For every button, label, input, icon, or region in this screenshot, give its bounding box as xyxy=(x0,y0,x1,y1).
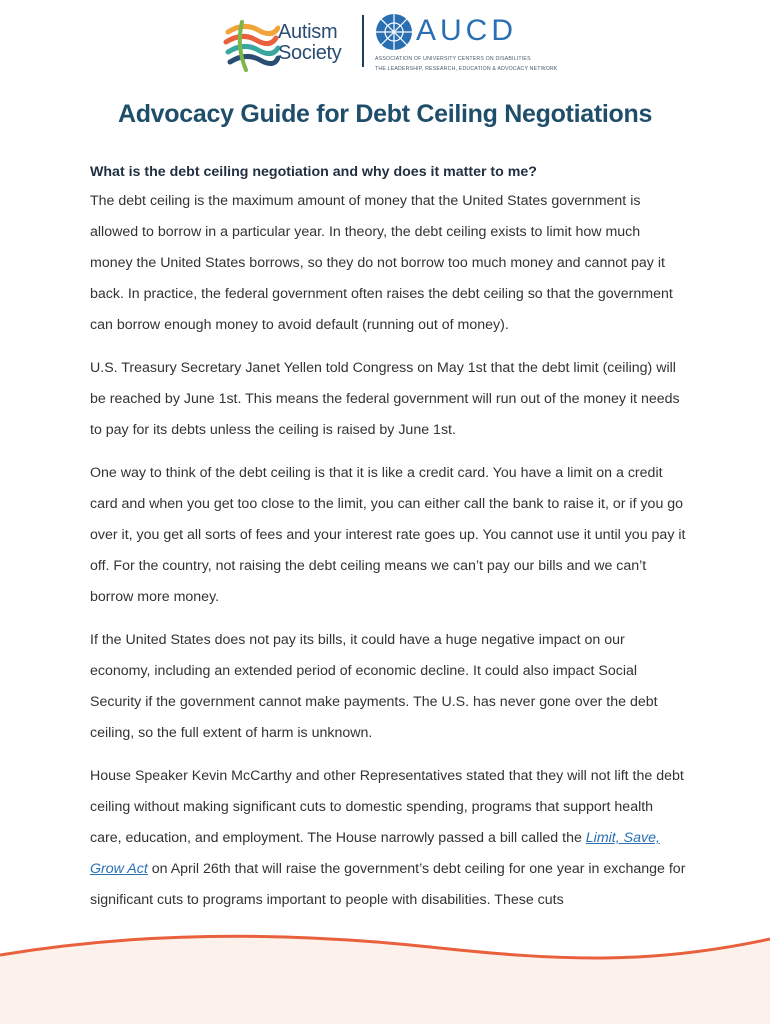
aucd-wordmark: AUCD xyxy=(416,14,518,47)
limit-save-grow-act-link[interactable]: Limit, Save, Grow Act xyxy=(90,830,660,877)
autism-society-wordmark: Autism Society xyxy=(278,21,342,64)
paragraph: U.S. Treasury Secretary Janet Yellen told Congress on May 1st that the debt limit (ceiling) will be reached by June 1st. This means the federal government will run out of the money it needs to pay for its debts unless the ceiling is raised by June 1st. xyxy=(90,360,680,438)
paragraph: If the United States does not pay its bills, it could have a huge negative impact on our economy, including an extended period of economic decline. It could also impact Social Security if the government cannot make payments. The U.S. has never gone over the debt ceiling, so the full extent of harm is unknown. xyxy=(90,632,658,741)
page-title: Advocacy Guide for Debt Ceiling Negotiations xyxy=(117,100,653,128)
document-body xyxy=(90,158,686,928)
header-logos xyxy=(0,12,770,78)
autism-society-logo-icon xyxy=(222,18,280,74)
paragraph-text: on April 26th that will raise the government’s debt ceiling for one year in exchange for significant cuts to programs important to people with disabilities. These cuts xyxy=(90,861,686,908)
paragraph: The debt ceiling is the maximum amount of money that the United States government is allowed to borrow in a particular year. In theory, the debt ceiling exists to limit how much money the United States borrows, so they do not borrow too much money and cannot pay it back. In practice, the federal government often raises the debt ceiling so that the government can borrow enough money to avoid default (running out of money). xyxy=(90,193,673,333)
aucd-subtitle: ASSOCIATION OF UNIVERSITY CENTERS ON DISABILITIES xyxy=(375,56,531,62)
paragraph: One way to think of the debt ceiling is that it is like a credit card. You have a limit on a credit card and when you get too close to the limit, you can either call the bank to raise it, or if you go over it, you get all sorts of fees and your interest rate goes up. You cannot use it until you pay it off. For the country, not raising the debt ceiling means we can’t pay our bills and we can’t borrow more money. xyxy=(90,465,686,605)
paragraph xyxy=(90,761,686,916)
logo-divider xyxy=(362,15,364,67)
section-question: What is the debt ceiling negotiation and why does it matter to me? xyxy=(90,164,537,180)
paragraph-text: House Speaker Kevin McCarthy and other Representatives stated that they will not lift the debt ceiling without making significant cuts to domestic spending, programs that support health care, education, and employment. The House narrowly passed a bill called the xyxy=(90,768,684,846)
aucd-tagline: THE LEADERSHIP, RESEARCH, EDUCATION & ADVOCACY NETWORK xyxy=(375,66,558,72)
footer-wave-decoration xyxy=(0,925,770,1024)
aucd-globe-icon xyxy=(374,12,414,52)
